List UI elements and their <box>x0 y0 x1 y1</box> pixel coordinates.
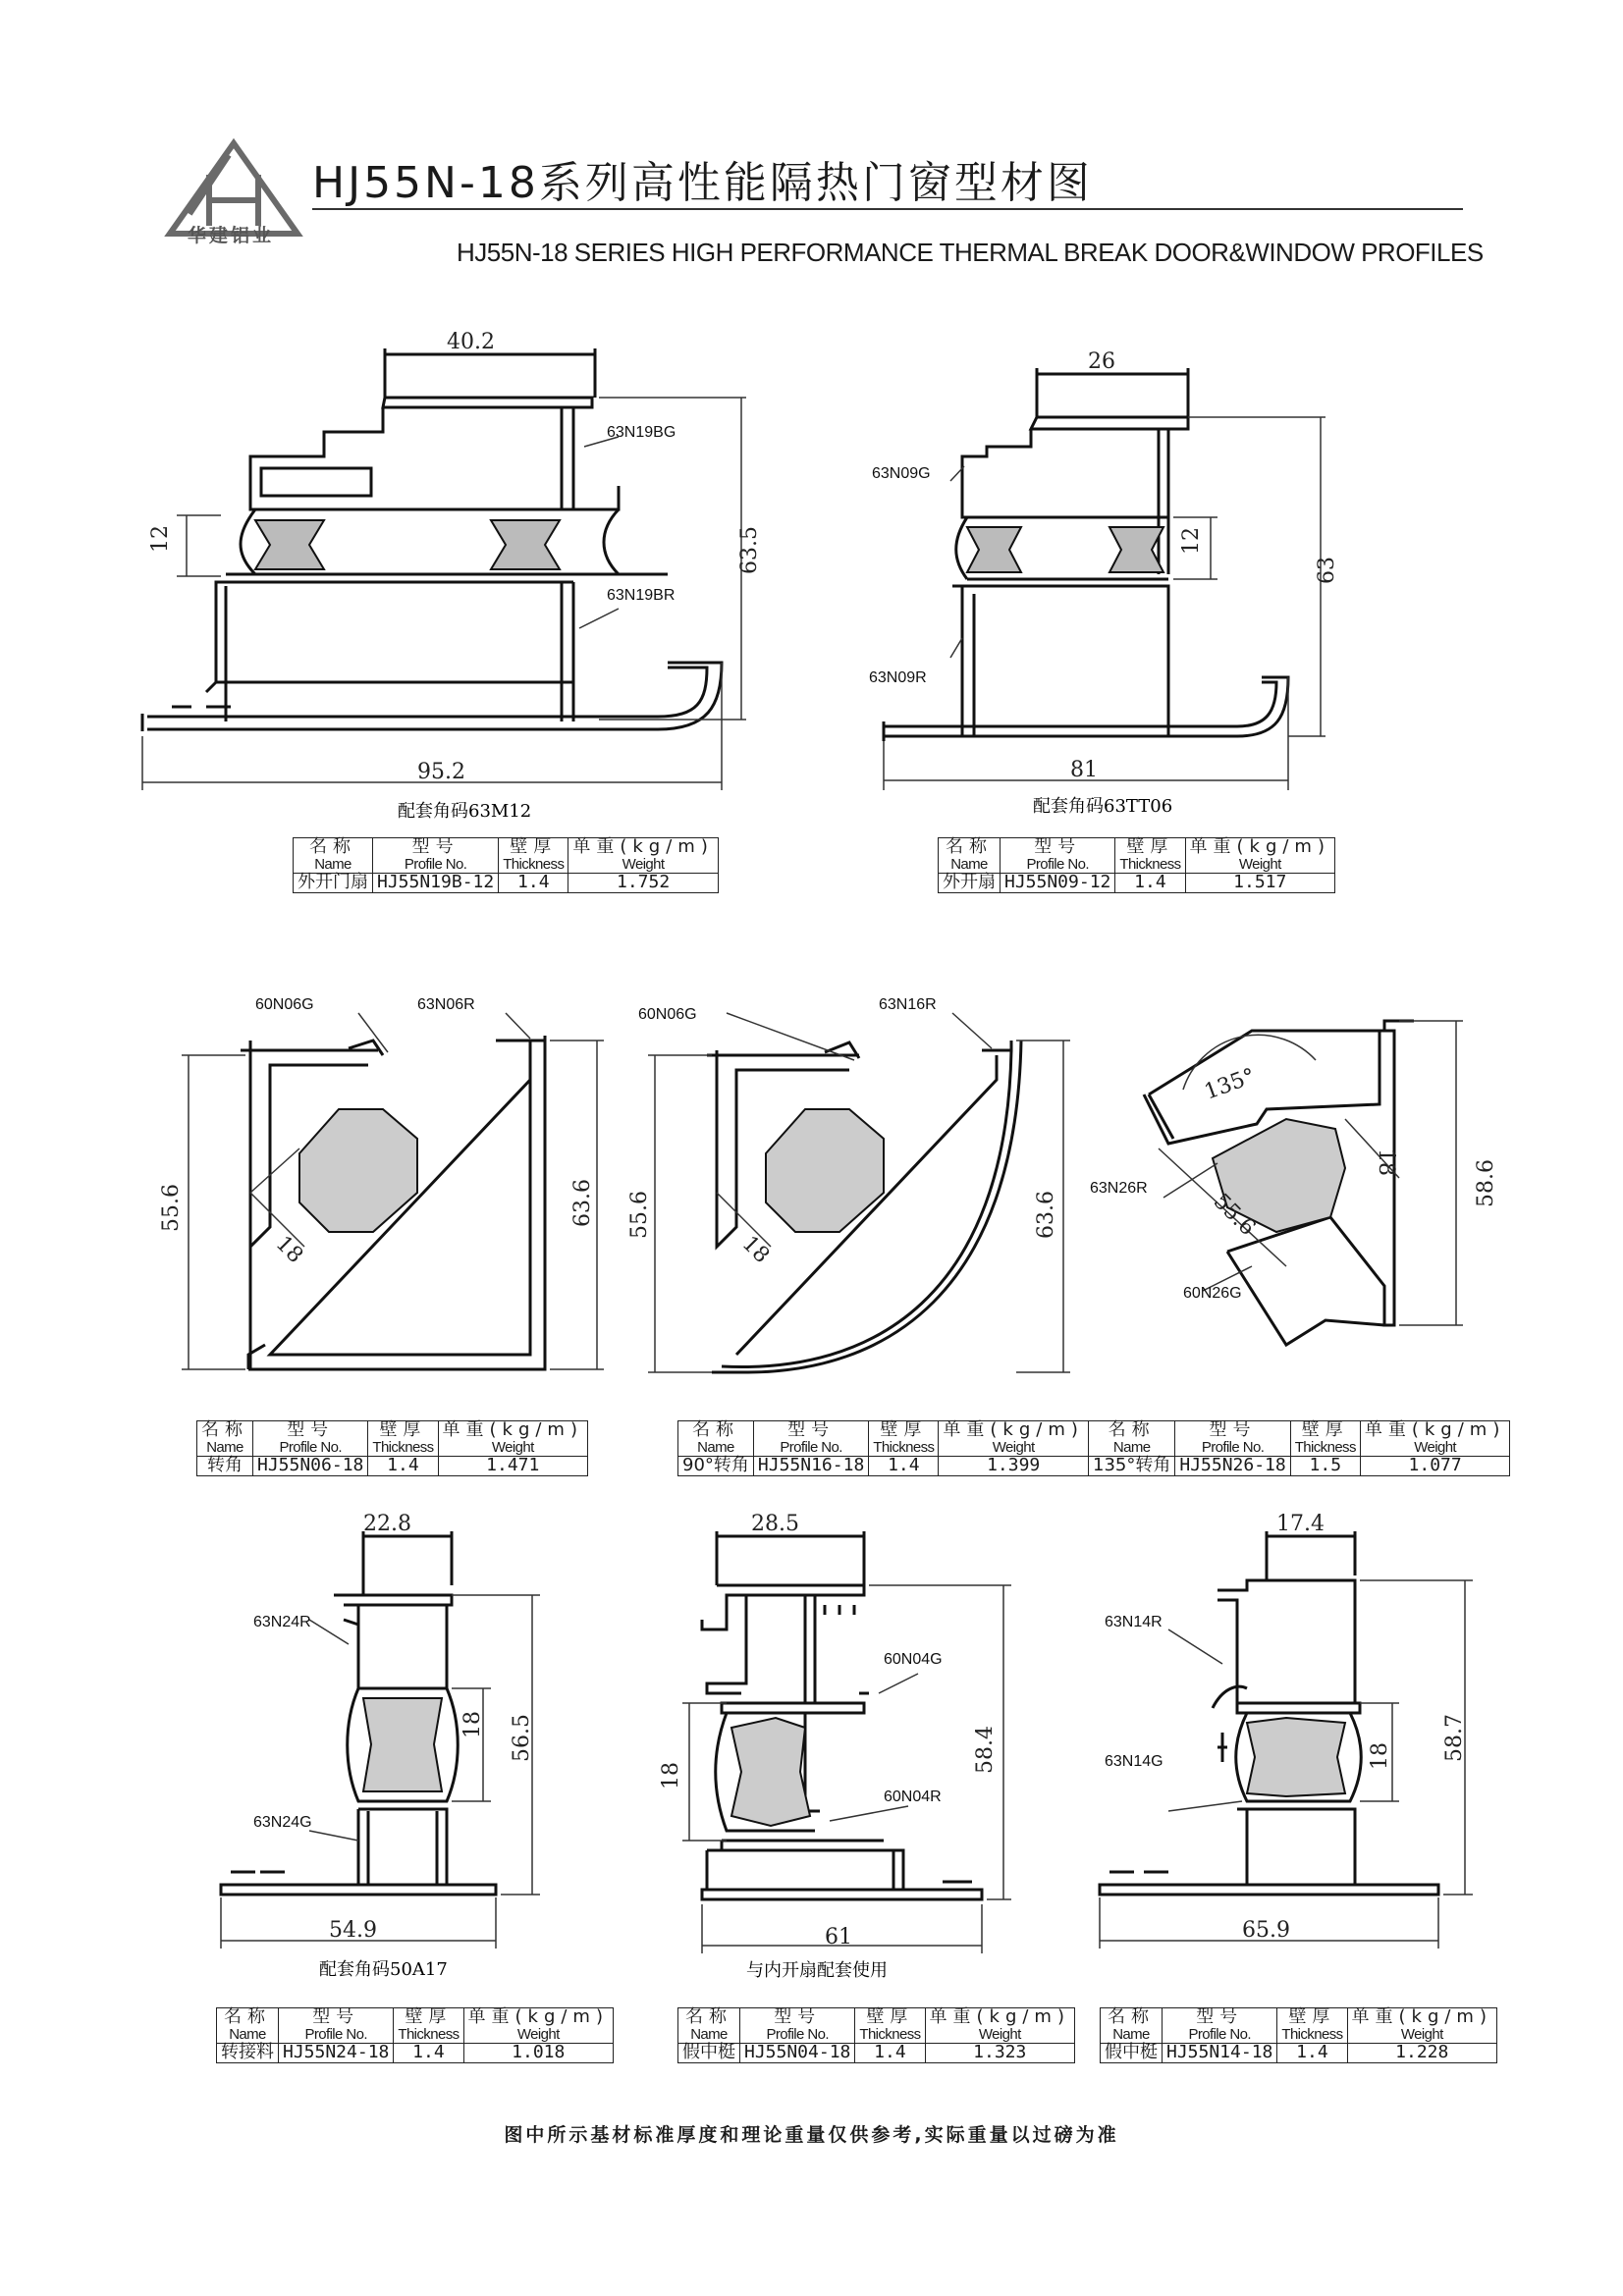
title-divider <box>312 208 1463 210</box>
part-label-r: 60N04R <box>884 1789 942 1805</box>
table-row <box>197 1456 588 1475</box>
dim-insulation: 18 <box>460 1711 485 1738</box>
table-row <box>217 2043 614 2062</box>
part-label-r: 63N19BR <box>607 587 676 604</box>
cell-weight: 1.228 <box>1347 2043 1497 2062</box>
cell-profile: HJ55N09-12 <box>1001 873 1115 892</box>
part-label-r: 63N16R <box>879 996 937 1013</box>
dim-width-bottom: 95.2 <box>417 760 465 784</box>
table-header-row <box>294 838 719 874</box>
th-weight: 单重(kg/m) Weight <box>1360 1421 1510 1457</box>
cell-name: 转角 <box>197 1456 253 1475</box>
dim-height-left: 55.6 <box>627 1191 652 1239</box>
table-header-row <box>939 838 1335 874</box>
th-weight: 单重(kg/m) Weight <box>939 1421 1089 1457</box>
cell-name: 假中梃 <box>1101 2043 1163 2062</box>
dim-height-right: 63.6 <box>570 1179 595 1227</box>
profile-drawing-hj55n06 <box>159 982 623 1394</box>
th-weight: 单重(kg/m) Weight <box>1185 838 1335 874</box>
dim-insulation: 18 <box>1374 1148 1398 1176</box>
table-row <box>678 2043 1075 2062</box>
dim-height: 58.6 <box>1474 1159 1498 1207</box>
cell-name: 外开门扇 <box>294 873 373 892</box>
table-header-row <box>678 2008 1075 2044</box>
th-weight: 单重(kg/m) Weight <box>925 2008 1075 2044</box>
profile-drawing-hj55n14 <box>1090 1512 1502 1943</box>
dim-width-top: 28.5 <box>751 1512 799 1536</box>
part-label-g: 60N06G <box>638 1006 697 1023</box>
th-name: 名称 Name <box>217 2008 279 2044</box>
cell-thickness: 1.4 <box>368 1456 438 1475</box>
part-label-g: 63N14G <box>1105 1753 1163 1770</box>
table-row <box>1089 1456 1510 1475</box>
dim-width-top: 17.4 <box>1276 1512 1325 1536</box>
dim-height: 58.4 <box>973 1726 998 1774</box>
table-header-row <box>217 2008 614 2044</box>
part-label-r: 63N24R <box>253 1614 311 1630</box>
dim-height: 58.7 <box>1442 1714 1467 1762</box>
figure-caption: 与内开扇配套使用 <box>746 1960 888 1981</box>
cell-name: 135°转角 <box>1089 1456 1175 1475</box>
profile-drawing-hj55n04 <box>648 1512 1060 1981</box>
cell-name: 转接料 <box>217 2043 279 2062</box>
cell-name: 外开扇 <box>939 873 1001 892</box>
dim-width-top: 26 <box>1088 349 1115 374</box>
dim-gap: 12 <box>1179 527 1204 555</box>
th-name: 名称 Name <box>1089 1421 1175 1457</box>
th-thickness: 壁厚 Thickness <box>499 838 568 874</box>
cell-profile: HJ55N19B-12 <box>373 873 499 892</box>
cell-thickness: 1.4 <box>855 2043 925 2062</box>
cell-thickness: 1.5 <box>1290 1456 1360 1475</box>
table-row <box>1101 2043 1497 2062</box>
spec-table-hj55n04 <box>677 2007 1075 2063</box>
th-profile: 型号 Profile No. <box>1163 2008 1277 2044</box>
th-thickness: 壁厚 Thickness <box>869 1421 939 1457</box>
cell-weight: 1.018 <box>463 2043 614 2062</box>
page-subtitle: HJ55N-18 SERIES HIGH PERFORMANCE THERMAL BREAK DOOR&WINDOW PROFILES <box>457 238 1484 267</box>
table-header-row <box>678 1421 1089 1457</box>
th-thickness: 壁厚 Thickness <box>1115 838 1185 874</box>
dim-height: 56.5 <box>510 1714 534 1762</box>
th-thickness: 壁厚 Thickness <box>368 1421 438 1457</box>
th-weight: 单重(kg/m) Weight <box>568 838 719 874</box>
footer-note: 图中所示基材标准厚度和理论重量仅供参考,实际重量以过磅为准 <box>504 2124 1119 2146</box>
cell-weight: 1.399 <box>939 1456 1089 1475</box>
part-label-g: 63N19BG <box>607 424 676 441</box>
cell-thickness: 1.4 <box>869 1456 939 1475</box>
th-profile: 型号 Profile No. <box>279 2008 394 2044</box>
part-label-r: 63N06R <box>417 996 475 1013</box>
cell-profile: HJ55N04-18 <box>740 2043 855 2062</box>
spec-table-hj55n26 <box>1088 1420 1510 1476</box>
cell-profile: HJ55N24-18 <box>279 2043 394 2062</box>
th-profile: 型号 Profile No. <box>1001 838 1115 874</box>
th-profile: 型号 Profile No. <box>740 2008 855 2044</box>
th-weight: 单重(kg/m) Weight <box>438 1421 588 1457</box>
cell-thickness: 1.4 <box>499 873 568 892</box>
profile-drawing-hj55n16 <box>628 982 1080 1394</box>
dim-width-bottom: 81 <box>1070 758 1098 782</box>
dim-insulation: 18 <box>270 1231 308 1269</box>
th-weight: 单重(kg/m) Weight <box>463 2008 614 2044</box>
th-name: 名称 Name <box>1101 2008 1163 2044</box>
th-thickness: 壁厚 Thickness <box>1290 1421 1360 1457</box>
dim-width-top: 22.8 <box>363 1512 411 1536</box>
profile-drawing-hj55n09 <box>864 348 1375 820</box>
figure-caption: 配套角码50A17 <box>319 1959 448 1980</box>
spec-table-hj55n19b <box>293 837 719 893</box>
part-label-r: 63N14R <box>1105 1614 1163 1630</box>
cell-profile: HJ55N16-18 <box>753 1456 868 1475</box>
dim-height: 63.5 <box>737 526 762 574</box>
th-thickness: 壁厚 Thickness <box>394 2008 463 2044</box>
profile-drawing-hj55n19b <box>148 329 785 822</box>
profile-drawing-hj55n26 <box>1090 1001 1522 1374</box>
part-label-g: 63N24G <box>253 1814 312 1831</box>
cell-profile: HJ55N06-18 <box>253 1456 368 1475</box>
th-weight: 单重(kg/m) Weight <box>1347 2008 1497 2044</box>
profile-drawing-hj55n24 <box>216 1512 569 1980</box>
cell-profile: HJ55N26-18 <box>1175 1456 1290 1475</box>
dim-height: 63 <box>1315 557 1339 584</box>
spec-table-hj55n14 <box>1100 2007 1497 2063</box>
th-thickness: 壁厚 Thickness <box>1277 2008 1347 2044</box>
cell-profile: HJ55N14-18 <box>1163 2043 1277 2062</box>
dim-gap: 12 <box>148 525 173 553</box>
table-header-row <box>197 1421 588 1457</box>
cell-weight: 1.752 <box>568 873 719 892</box>
th-name: 名称 Name <box>939 838 1001 874</box>
part-label-r: 63N26R <box>1090 1180 1148 1197</box>
cell-name: 90°转角 <box>678 1456 754 1475</box>
page-title: HJ55N-18系列高性能隔热门窗型材图 <box>312 158 1093 208</box>
table-row <box>678 1456 1089 1475</box>
cell-thickness: 1.4 <box>394 2043 463 2062</box>
part-label-g: 60N04G <box>884 1651 943 1668</box>
table-row <box>939 873 1335 892</box>
spec-table-hj55n24 <box>216 2007 614 2063</box>
table-row <box>294 873 719 892</box>
th-profile: 型号 Profile No. <box>373 838 499 874</box>
dim-width-bottom: 61 <box>825 1925 852 1949</box>
figure-caption: 配套角码63M12 <box>398 801 532 822</box>
table-header-row <box>1089 1421 1510 1457</box>
dim-diagonal: 55.6 <box>1208 1189 1261 1241</box>
cell-weight: 1.323 <box>925 2043 1075 2062</box>
th-name: 名称 Name <box>678 1421 754 1457</box>
th-name: 名称 Name <box>197 1421 253 1457</box>
dim-width-top: 40.2 <box>447 330 495 354</box>
th-thickness: 壁厚 Thickness <box>855 2008 925 2044</box>
part-label-g: 60N06G <box>255 996 314 1013</box>
th-profile: 型号 Profile No. <box>753 1421 868 1457</box>
th-name: 名称 Name <box>678 2008 740 2044</box>
cell-thickness: 1.4 <box>1115 873 1185 892</box>
spec-table-hj55n09 <box>938 837 1335 893</box>
table-header-row <box>1101 2008 1497 2044</box>
spec-table-hj55n16 <box>677 1420 1089 1476</box>
dim-angle: 135° <box>1201 1064 1259 1105</box>
cell-weight: 1.517 <box>1185 873 1335 892</box>
logo-text: 华建铝业 <box>187 225 274 246</box>
dim-insulation: 18 <box>659 1762 683 1789</box>
th-name: 名称 Name <box>294 838 373 874</box>
th-profile: 型号 Profile No. <box>1175 1421 1290 1457</box>
th-profile: 型号 Profile No. <box>253 1421 368 1457</box>
spec-table-hj55n06 <box>196 1420 588 1476</box>
part-label-r: 63N09R <box>869 669 927 686</box>
dim-width-bottom: 65.9 <box>1242 1918 1290 1943</box>
dim-insulation: 18 <box>1368 1742 1392 1770</box>
cell-name: 假中梃 <box>678 2043 740 2062</box>
part-label-g: 60N26G <box>1183 1285 1242 1302</box>
figure-caption: 配套角码63TT06 <box>1033 796 1173 817</box>
dim-insulation: 18 <box>736 1231 775 1269</box>
cell-weight: 1.077 <box>1360 1456 1510 1475</box>
dim-height-left: 55.6 <box>159 1184 184 1232</box>
part-label-g: 63N09G <box>872 465 931 482</box>
cell-thickness: 1.4 <box>1277 2043 1347 2062</box>
cell-weight: 1.471 <box>438 1456 588 1475</box>
dim-height-right: 63.6 <box>1034 1191 1058 1239</box>
dim-width-bottom: 54.9 <box>329 1918 377 1943</box>
